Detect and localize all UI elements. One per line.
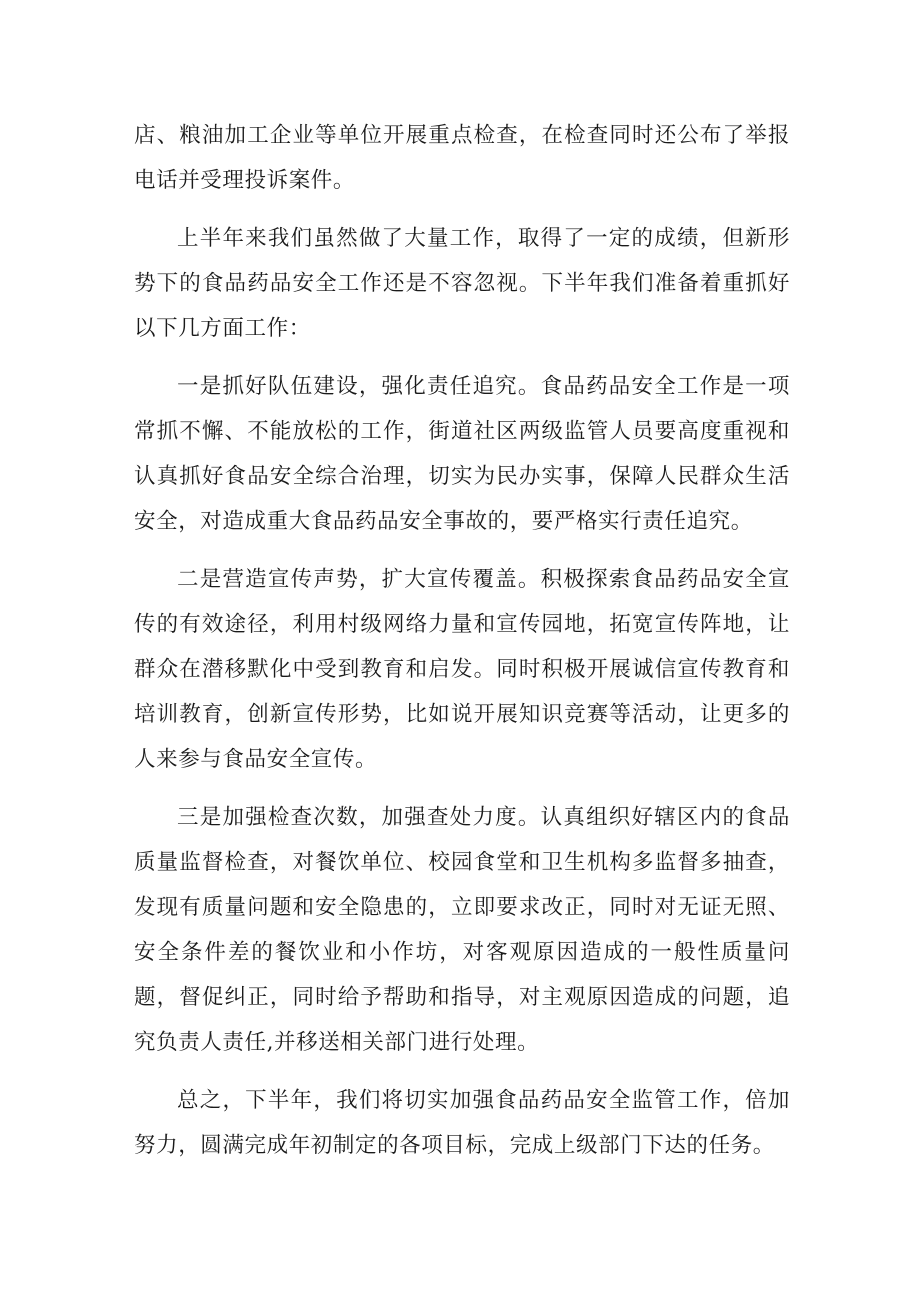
paragraph-inspection-strengthening: 三是加强检查次数，加强查处力度。认真组织好辖区内的食品质量监督检查，对餐饮单位、校园食堂和卫生机构多监督多抽查，发现有质量问题和安全隐患的，立即要求改正，同时对无证无照、安全条件差的餐饮业和小作坊，对客观原因造成的一般性质量问题，督促纠正，同时给予帮助和指导，对主观原因造成的问题，追究负责人责任,并移送相关部门进行处理。 — [134, 805, 790, 1055]
document-body — [134, 113, 790, 1181]
paragraph-conclusion: 总之，下半年，我们将切实加强食品药品安全监管工作，倍加努力，圆满完成年初制定的各项目标，完成上级部门下达的任务。 — [134, 1088, 790, 1158]
paragraph-inspection-continued: 店、粮油加工企业等单位开展重点检查，在检查同时还公布了举报电话并受理投诉案件。 — [134, 123, 790, 193]
paragraph-publicity: 二是营造宣传声势，扩大宣传覆盖。积极探索食品药品安全宣传的有效途径，利用村级网络力量和宣传园地，拓宽宣传阵地，让群众在潜移默化中受到教育和启发。同时积极开展诚信宣传教育和培训教育，创新宣传形势，比如说开展知识竞赛等活动，让更多的人来参与食品安全宣传。 — [134, 567, 790, 772]
paragraph-team-building: 一是抓好队伍建设，强化责任追究。食品药品安全工作是一项常抓不懈、不能放松的工作，街道社区两级监管人员要高度重视和认真抓好食品安全综合治理，切实为民办实事，保障人民群众生活安全，对造成重大食品药品安全事故的，要严格实行责任追究。 — [134, 374, 790, 534]
paragraph-first-half-summary: 上半年来我们虽然做了大量工作，取得了一定的成绩，但新形势下的食品药品安全工作还是不容忽视。下半年我们准备着重抓好以下几方面工作： — [134, 226, 790, 341]
